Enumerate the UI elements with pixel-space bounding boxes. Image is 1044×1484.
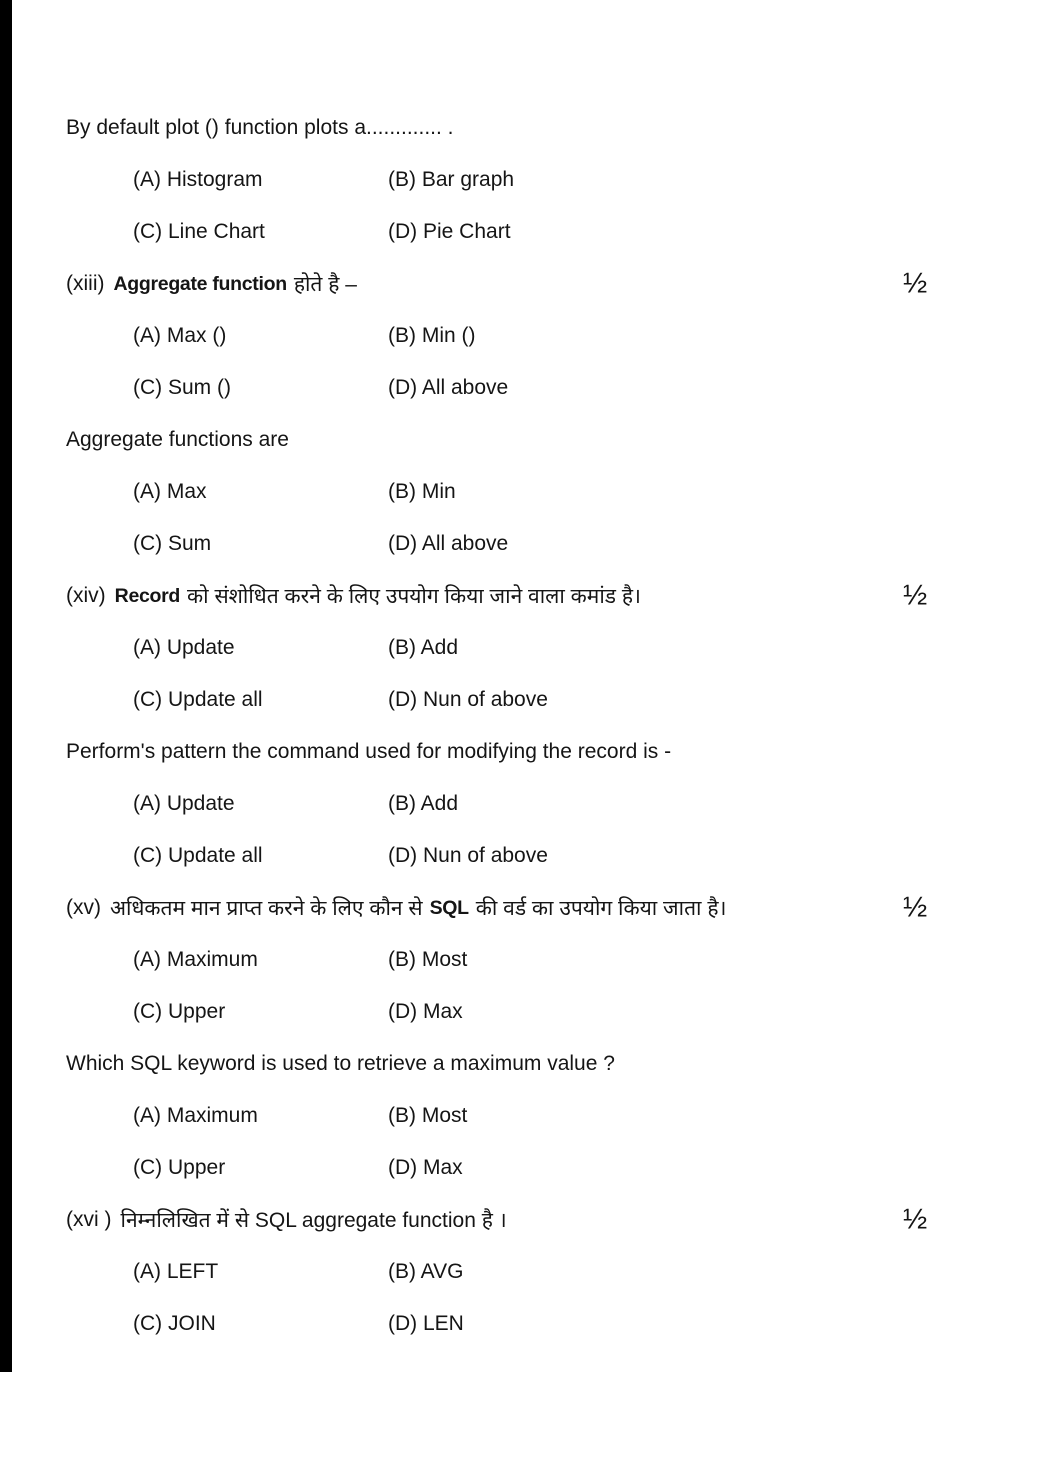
option-d: (D) Pie Chart xyxy=(388,220,511,243)
option-c: (C) Update all xyxy=(133,844,263,867)
option-a: (A) Max xyxy=(133,480,207,503)
option-d: (D) Nun of above xyxy=(388,688,548,711)
question-text: निम्नलिखित में से SQL aggregate function है । xyxy=(120,1209,507,1232)
marks-value: ½ xyxy=(903,267,928,300)
question-text: By default plot () function plots a............. . xyxy=(66,116,454,139)
option-a: (A) LEFT xyxy=(133,1260,219,1283)
option-b: (B) Bar graph xyxy=(388,168,515,191)
option-row xyxy=(66,934,1044,986)
question-text: Aggregate functions are xyxy=(66,428,289,451)
option-b: (B) Min () xyxy=(388,324,476,347)
option-row xyxy=(66,622,1044,674)
question-stem-line xyxy=(66,258,1044,310)
question-number: (xv) xyxy=(66,896,101,919)
option-b: (B) Most xyxy=(388,1104,468,1127)
option-a: (A) Maximum xyxy=(133,1104,258,1127)
question-stem-line xyxy=(66,570,1044,622)
question-text: Which SQL keyword is used to retrieve a maximum value ? xyxy=(66,1052,615,1075)
question-text: की वर्ड का उपयोग किया जाता है। xyxy=(475,897,727,920)
marks-value: ½ xyxy=(903,1203,928,1236)
option-d: (D) Max xyxy=(388,1156,463,1179)
option-row xyxy=(66,1142,1044,1194)
option-row xyxy=(66,778,1044,830)
option-row xyxy=(66,362,1044,414)
question-stem-line xyxy=(66,882,1044,934)
option-d: (D) All above xyxy=(388,532,509,555)
question-number: (xiv) xyxy=(66,584,106,607)
option-row xyxy=(66,674,1044,726)
question-text-emphasis: SQL xyxy=(429,896,469,919)
option-c: (C) Sum xyxy=(133,532,212,555)
question-text: अधिकतम मान प्राप्त करने के लिए कौन से xyxy=(110,897,423,920)
option-c: (C) Sum () xyxy=(133,376,231,399)
option-row xyxy=(66,986,1044,1038)
option-d: (D) Nun of above xyxy=(388,844,548,867)
option-c: (C) Upper xyxy=(133,1000,226,1023)
option-c: (C) JOIN xyxy=(133,1312,216,1335)
option-b: (B) Min xyxy=(388,480,456,503)
option-a: (A) Update xyxy=(133,636,235,659)
option-c: (C) Line Chart xyxy=(133,220,265,243)
option-d: (D) Max xyxy=(388,1000,463,1023)
question-text: होते है – xyxy=(293,273,357,296)
question-stem-line xyxy=(66,726,1044,778)
marks-value: ½ xyxy=(903,891,928,924)
option-row xyxy=(66,466,1044,518)
option-b: (B) Most xyxy=(388,948,468,971)
question-text: को संशोधित करने के लिए उपयोग किया जाने वाला कमांड है। xyxy=(187,585,641,608)
option-row xyxy=(66,206,1044,258)
question-stem-line xyxy=(66,1038,1044,1090)
question-stem-line xyxy=(66,414,1044,466)
option-a: (A) Maximum xyxy=(133,948,258,971)
option-row xyxy=(66,1090,1044,1142)
option-c: (C) Upper xyxy=(133,1156,226,1179)
option-b: (B) AVG xyxy=(388,1260,464,1283)
option-c: (C) Update all xyxy=(133,688,263,711)
option-b: (B) Add xyxy=(388,636,459,659)
option-a: (A) Max () xyxy=(133,324,227,347)
question-stem-line xyxy=(66,102,1044,154)
option-b: (B) Add xyxy=(388,792,459,815)
option-a: (A) Histogram xyxy=(133,168,263,191)
option-d: (D) All above xyxy=(388,376,509,399)
question-number: (xvi ) xyxy=(66,1208,112,1231)
question-text-emphasis: Record xyxy=(114,584,181,607)
option-row xyxy=(66,1246,1044,1298)
question-text-emphasis: Aggregate function xyxy=(113,272,287,295)
question-stem-line xyxy=(66,1194,1044,1246)
option-row xyxy=(66,830,1044,882)
marks-value: ½ xyxy=(903,579,928,612)
question-number: (xiii) xyxy=(66,272,105,295)
option-row xyxy=(66,1298,1044,1350)
question-text: Perform's pattern the command used for modifying the record is - xyxy=(66,740,672,763)
option-row xyxy=(66,310,1044,362)
option-row xyxy=(66,518,1044,570)
option-row xyxy=(66,154,1044,206)
option-d: (D) LEN xyxy=(388,1312,464,1335)
option-a: (A) Update xyxy=(133,792,235,815)
